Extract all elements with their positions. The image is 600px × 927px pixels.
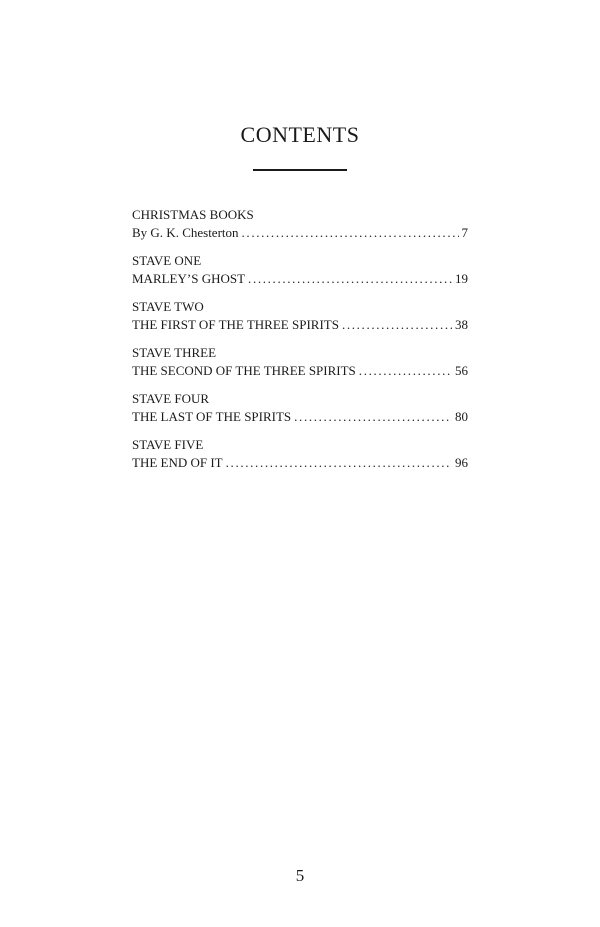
toc-entry[interactable] xyxy=(132,436,468,472)
toc-entry-line xyxy=(132,270,468,288)
toc-entry-heading: STAVE TWO xyxy=(132,299,204,314)
toc-entry-line xyxy=(132,224,468,242)
toc-entry-title: By G. K. Chesterton xyxy=(132,225,239,240)
dot-leader xyxy=(294,408,452,426)
toc-entry-line xyxy=(132,454,468,472)
table-of-contents xyxy=(132,206,468,482)
toc-entry[interactable] xyxy=(132,206,468,242)
toc-entry-page: 19 xyxy=(455,271,468,286)
toc-entry-title: THE END OF IT xyxy=(132,455,223,470)
toc-entry-page: 56 xyxy=(455,363,468,378)
toc-entry-title: THE LAST OF THE SPIRITS xyxy=(132,409,292,424)
dot-leader xyxy=(342,316,452,334)
title-rule xyxy=(253,169,347,171)
toc-entry-heading: STAVE FIVE xyxy=(132,437,204,452)
toc-entry[interactable] xyxy=(132,344,468,380)
page-number: 5 xyxy=(295,866,305,885)
toc-entry-heading: STAVE ONE xyxy=(132,253,202,268)
toc-entry-line xyxy=(132,362,468,380)
toc-entry-title: THE FIRST OF THE THREE SPIRITS xyxy=(132,317,339,332)
page-title: CONTENTS xyxy=(240,122,360,147)
toc-entry-page: 96 xyxy=(455,455,468,470)
dot-leader xyxy=(242,224,459,242)
toc-entry-page: 80 xyxy=(455,409,468,424)
toc-entry[interactable] xyxy=(132,298,468,334)
dot-leader xyxy=(359,362,452,380)
toc-entry-page: 38 xyxy=(455,317,468,332)
toc-entry-heading: STAVE FOUR xyxy=(132,391,210,406)
toc-entry-heading: CHRISTMAS BOOKS xyxy=(132,207,254,222)
toc-entry-line xyxy=(132,408,468,426)
toc-entry-line xyxy=(132,316,468,334)
toc-entry-title: THE SECOND OF THE THREE SPIRITS xyxy=(132,363,356,378)
dot-leader xyxy=(226,454,452,472)
toc-entry[interactable] xyxy=(132,252,468,288)
dot-leader xyxy=(248,270,452,288)
toc-entry-title: MARLEY’S GHOST xyxy=(132,271,246,286)
toc-entry-heading: STAVE THREE xyxy=(132,345,217,360)
toc-entry[interactable] xyxy=(132,390,468,426)
toc-entry-page: 7 xyxy=(461,225,468,240)
